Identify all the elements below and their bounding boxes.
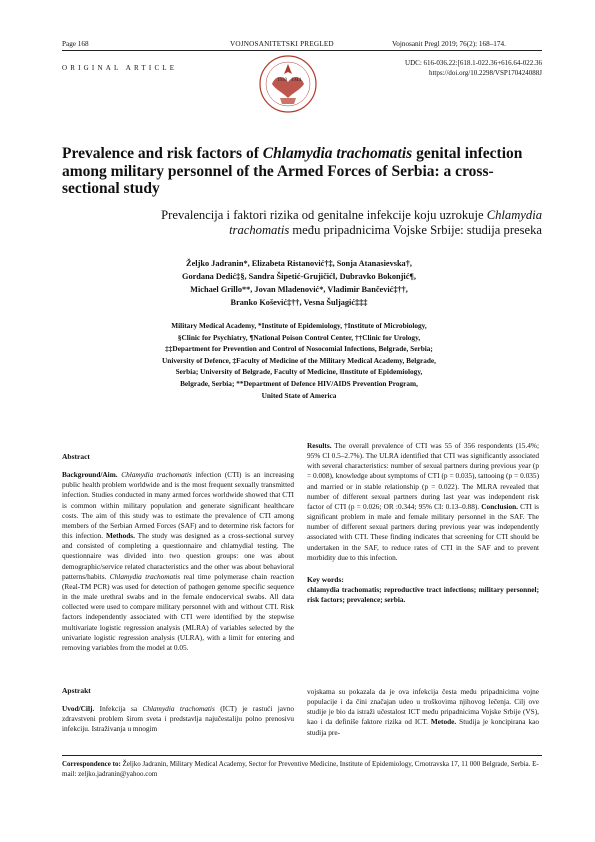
abstract-results-text: The overall prevalence of CTI was 55 of 356 respondents (15.4%; 95% CI 0.5–2.7%). The ULRA identified that CTI was significantly associated with several characteristics: number of sexual partners during previous year (p = 0.008), knowledge about symptoms of CTI (p = 0.035), tattooing (p = 0.035) and married or in stable relationship (p = 0.022). The MLRA revealed that number of different sexual partners during last year was independent risk factor of CTI (p = 0.026; OR :0.344; 95% CI: 0.13–0.88). (307, 441, 539, 511)
apstrakt-italic: Chlamydia trachomatis (142, 704, 215, 714)
abstract-bg-text2: infection (CTI) is an increasing public health problem worldwide and is the most frequent sexually transmitted infection. Studies conducted in many armed forces worldwide showed that CTI is common within military population and generate significant healthcare costs. The aim of this study was to estimate the prevalence of CTI among members of the Serbian Armed Forces (SAF) and to determine risk factors for this infection. (62, 470, 294, 541)
correspondence-label: Correspondence to: (62, 760, 121, 768)
affiliation-line: Belgrade, Serbia; **Department of Defence HIV/AIDS Prevention Program, (180, 378, 418, 388)
abstract-bg-italic: Chlamydia trachomatis (121, 470, 192, 480)
affiliation-line: §Clinic for Psychiatry, ¶National Poison Control Center, ††Clinic for Urology, (177, 332, 421, 342)
title-en-italic: Chlamydia trachomatis (262, 145, 413, 162)
page-number: Page 168 (62, 40, 89, 48)
abstract-methods-text2: real time polymerase chain reaction (Real-TM PCR) was used for detection of pathogen genome specific sequence in the male urethral swabs and in the female endocervical swabs. All data collected were used to compare military personnel with and without CTI. Risk factors independently associated with CTI were identified by the stepwise multivariate logistic regression analysis (MLRA) of variables selected by the univariate logistic regression analysis (ULRA), with a limit for entering and removing variables from the model at 0.05. (62, 571, 294, 652)
abstract-heading: Abstract (62, 452, 90, 461)
affiliation-line: University of Defence, ‡Faculty of Medicine of the Military Medical Academy, Belgrade, (162, 355, 436, 365)
abstract-column-left (62, 452, 294, 653)
correspondence-text: Željko Jadranin, Military Medical Academy, Sector for Preventive Medicine, Institute of Epidemiology, Crnotravska 17, 11 000 Belgrade, Serbia. E-mail: zeljko.jadranin@yahoo.com (62, 760, 539, 778)
apstrakt-right-text1: vojskama su pokazala da je ova infekcija česta među pripadnicima vojne populacije i da čini značajan udeo u troškovima njihovog lečenja. Cilj ove studije je bio da istraži učestalost ICT među pripadnicima Vojske Srbije (VS), kao i da definiše faktore rizika od ICT. (307, 687, 539, 727)
udc-doi-block (356, 58, 542, 78)
affiliation-line: Serbia; University of Belgrade, Faculty of Medicine, ‖Institute of Epidemiology, (175, 367, 423, 377)
apstrakt-body-cont (307, 687, 539, 738)
abstract-body-cont (307, 441, 539, 563)
journal-emblem-icon (258, 54, 318, 114)
footer-rule (62, 755, 542, 756)
abstract-results-label: Results. (307, 441, 332, 450)
apstrakt-text2: (ICT) je rastući javno zdravstveni problem širom sveta i predstavlja najučestaliju polno prenosivu infekciju. Istraživanja u mnogim (62, 704, 294, 734)
title-sr-pre: Prevalencija i faktori rizika od genitalne infekcije koju uzrokuje (161, 208, 487, 222)
apstrakt-right-text2: Studija je koncipirana kao studija pre- (307, 717, 540, 737)
apstrakt-column-left (62, 686, 294, 735)
author-line: Branko Košević‡††, Vesna Šuljagić‡‡‡ (230, 298, 368, 307)
author-line: Michael Grillo**, Jovan Mladenović*, Vladimir Bančević‡††, (190, 285, 408, 294)
correspondence-footnote (62, 759, 542, 779)
journal-name: VOJNOSANITETSKI PREGLED (230, 40, 334, 48)
doi-link[interactable]: https://doi.org/10.2298/VSP170424088J (428, 69, 542, 77)
title-sr-italic: Chlamydia trachomatis (229, 208, 542, 237)
apstrakt-methods-label: Metode. (430, 717, 457, 727)
abstract-column-right (307, 441, 539, 605)
apstrakt-label: Uvod/Cilj. (62, 704, 95, 714)
apstrakt-heading: Apstrakt (62, 686, 91, 695)
title-sr-post: među pripadnicima Vojske Srbije: studija preseka (289, 223, 542, 237)
header-rule (62, 50, 542, 51)
abstract-body (62, 470, 294, 653)
title-serbian (120, 208, 542, 238)
apstrakt-text1: Infekcija sa (94, 704, 143, 714)
abstract-conclusion-label: Conclusion. (481, 501, 518, 511)
affiliation-line: United State of America (261, 390, 337, 400)
affiliations (100, 320, 498, 401)
keywords-heading: Key words: (307, 574, 344, 584)
keywords-list: chlamydia trachomatis; reproductive tract infections; military personnel; risk factors; prevalence; serbia. (307, 585, 539, 605)
journal-citation: Vojnosanit Pregl 2019; 76(2): 168–174. (392, 40, 506, 48)
affiliation-line: ‡‡Department for Prevention and Control of Nosocomial Infections, Belgrade, Serbia; (165, 344, 433, 354)
title-en-post: genital infection among military personnel of the Armed Forces of Serbia: a cross-sectional study (62, 145, 523, 197)
abstract-methods-italic: Chlamydia trachomatis (109, 571, 181, 581)
abstract-conclusion-text: CTI is significant problem in male and female military personnel in the SAF. The number of different sexual partners during previous year was independently associated with CTI. These finding indicates that screening for CTI should be undertaken in the SAF, to reduce rates of CTI in the SAF and to prevent morbidity due to this infection. (307, 501, 539, 562)
article-type: ORIGINAL ARTICLE (62, 64, 178, 72)
title-en-pre: Prevalence and risk factors of (62, 145, 263, 162)
udc-code: UDC: 616-036.22:[618.1-022.36+616.64-022.36 (405, 59, 542, 67)
abstract-bg-label: Background/Aim. (62, 470, 118, 480)
abstract-methods-label: Methods. (105, 531, 135, 541)
emblem-year-left: 1930 (277, 78, 287, 83)
affiliation-line: Military Medical Academy, *Institute of Epidemiology, †Institute of Microbiology, (171, 321, 427, 330)
emblem-year-right: 1944 (291, 78, 301, 83)
author-line: Željko Jadranin*, Elizabeta Ristanović†‡, Sonja Atanasievska†, (186, 259, 412, 268)
title-english (62, 145, 542, 198)
apstrakt-column-right (307, 687, 539, 738)
abstract-methods-text1: The study was designed as a cross-sectional survey and consisted of completing a questionnaire and chlamydial testing. The questionnaire was divided into two question groups: one was about demographic/service related characteristics and the other was about behavioral patterns/habits. (62, 531, 294, 581)
author-list (100, 257, 498, 309)
author-line: Gordana Dedić‡§, Sandra Šipetić-Grujičić‖, Dubravko Bokonjić¶, (182, 272, 416, 281)
apstrakt-body (62, 704, 294, 734)
